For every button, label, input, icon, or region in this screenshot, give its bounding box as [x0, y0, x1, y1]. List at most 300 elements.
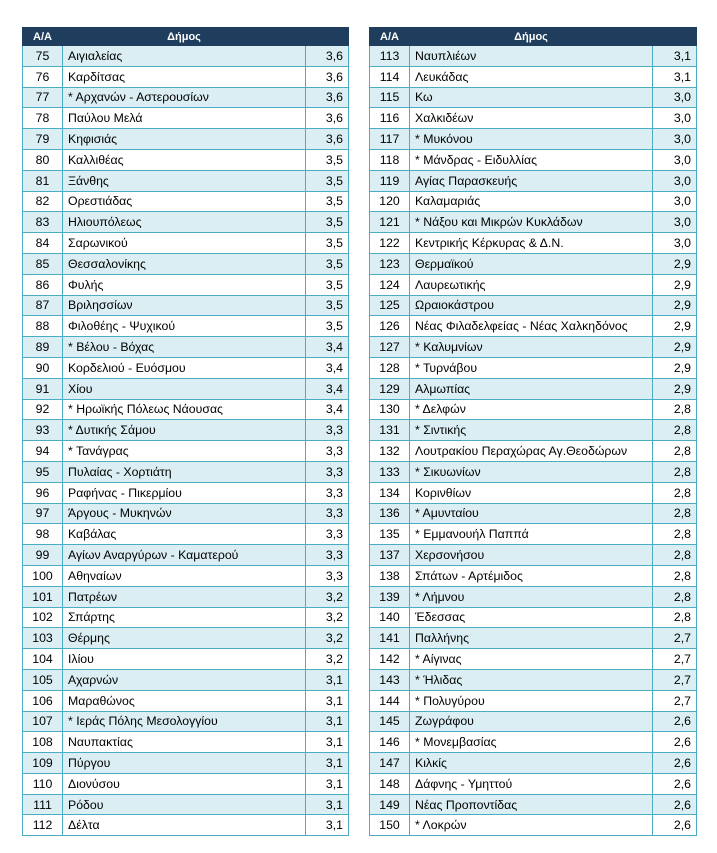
table-row — [23, 149, 349, 170]
table-row — [23, 441, 349, 462]
municipality-cell: * Ηρωϊκής Πόλεως Νάουσας — [63, 399, 306, 420]
header-municipality: Δήμος — [63, 28, 306, 46]
value-cell: 3,1 — [306, 753, 349, 774]
value-cell: 3,6 — [306, 87, 349, 108]
municipality-cell: Αγίας Παρασκευής — [410, 170, 653, 191]
rank-cell: 144 — [370, 690, 410, 711]
table-row — [370, 503, 697, 524]
municipality-cell: * Σιντικής — [410, 420, 653, 441]
table-row — [23, 545, 349, 566]
municipality-cell: Παύλου Μελά — [63, 108, 306, 129]
value-cell: 2,8 — [653, 524, 697, 545]
municipality-cell: Χίου — [63, 378, 306, 399]
table-row — [23, 628, 349, 649]
value-cell: 2,8 — [653, 503, 697, 524]
table-row — [370, 690, 697, 711]
rank-cell: 112 — [23, 815, 63, 836]
value-cell: 2,9 — [653, 316, 697, 337]
rank-cell: 126 — [370, 316, 410, 337]
rank-cell: 101 — [23, 586, 63, 607]
value-cell: 3,3 — [306, 461, 349, 482]
value-cell: 3,3 — [306, 482, 349, 503]
rank-cell: 143 — [370, 669, 410, 690]
municipality-cell: * Σικυωνίων — [410, 461, 653, 482]
rank-cell: 83 — [23, 212, 63, 233]
table-row — [370, 711, 697, 732]
value-cell: 3,3 — [306, 420, 349, 441]
value-cell: 2,9 — [653, 295, 697, 316]
municipality-cell: Θερμαϊκού — [410, 253, 653, 274]
municipality-cell: Ναυπλιέων — [410, 46, 653, 67]
table-row — [23, 794, 349, 815]
value-cell: 3,4 — [306, 357, 349, 378]
municipality-cell: Άργους - Μυκηνών — [63, 503, 306, 524]
table-row — [23, 815, 349, 836]
rank-cell: 140 — [370, 607, 410, 628]
value-cell: 3,1 — [306, 773, 349, 794]
table-row — [23, 378, 349, 399]
value-cell: 2,6 — [653, 753, 697, 774]
value-cell: 3,5 — [306, 233, 349, 254]
rank-cell: 137 — [370, 545, 410, 566]
value-cell: 3,1 — [306, 711, 349, 732]
value-cell: 3,2 — [306, 628, 349, 649]
table-row — [370, 524, 697, 545]
value-cell: 3,5 — [306, 295, 349, 316]
municipality-cell: Ιλίου — [63, 649, 306, 670]
rank-cell: 104 — [23, 649, 63, 670]
table-row — [23, 420, 349, 441]
value-cell: 3,4 — [306, 378, 349, 399]
municipality-cell: * Πολυγύρου — [410, 690, 653, 711]
municipality-cell: * Λοκρών — [410, 815, 653, 836]
value-cell: 3,2 — [306, 607, 349, 628]
rank-cell: 97 — [23, 503, 63, 524]
table-row — [23, 46, 349, 67]
rank-cell: 147 — [370, 753, 410, 774]
table-row — [370, 46, 697, 67]
table-row — [370, 357, 697, 378]
rank-cell: 131 — [370, 420, 410, 441]
rank-cell: 81 — [23, 170, 63, 191]
value-cell: 2,9 — [653, 357, 697, 378]
table-row — [23, 690, 349, 711]
table-row — [370, 441, 697, 462]
municipality-cell: Αθηναίων — [63, 565, 306, 586]
table-row — [23, 607, 349, 628]
table-row — [370, 253, 697, 274]
rank-cell: 135 — [370, 524, 410, 545]
value-cell: 3,6 — [306, 108, 349, 129]
value-cell: 2,7 — [653, 649, 697, 670]
table-row — [23, 461, 349, 482]
rank-cell: 149 — [370, 794, 410, 815]
value-cell: 3,0 — [653, 233, 697, 254]
rank-cell: 105 — [23, 669, 63, 690]
municipality-cell: Θεσσαλονίκης — [63, 253, 306, 274]
value-cell: 2,6 — [653, 711, 697, 732]
table-row — [23, 66, 349, 87]
table-row — [23, 233, 349, 254]
municipality-cell: * Αρχανών - Αστερουσίων — [63, 87, 306, 108]
value-cell: 3,5 — [306, 253, 349, 274]
value-cell: 3,4 — [306, 337, 349, 358]
rank-cell: 133 — [370, 461, 410, 482]
value-cell: 2,8 — [653, 461, 697, 482]
table-row — [23, 129, 349, 150]
municipality-cell: Αγίων Αναργύρων - Καματερού — [63, 545, 306, 566]
municipality-cell: Αλμωπίας — [410, 378, 653, 399]
rank-cell: 89 — [23, 337, 63, 358]
rank-cell: 124 — [370, 274, 410, 295]
value-cell: 3,5 — [306, 212, 349, 233]
rank-cell: 115 — [370, 87, 410, 108]
value-cell: 3,3 — [306, 503, 349, 524]
rank-cell: 87 — [23, 295, 63, 316]
rank-cell: 111 — [23, 794, 63, 815]
value-cell: 3,6 — [306, 66, 349, 87]
value-cell: 3,1 — [653, 46, 697, 67]
municipality-cell: Φυλής — [63, 274, 306, 295]
rank-cell: 118 — [370, 149, 410, 170]
value-cell: 3,3 — [306, 524, 349, 545]
value-cell: 3,5 — [306, 170, 349, 191]
value-cell: 2,9 — [653, 378, 697, 399]
table-row — [370, 66, 697, 87]
rank-cell: 120 — [370, 191, 410, 212]
table-row — [370, 170, 697, 191]
municipality-cell: * Νάξου και Μικρών Κυκλάδων — [410, 212, 653, 233]
municipality-cell: * Καλυμνίων — [410, 337, 653, 358]
municipality-cell: * Μυκόνου — [410, 129, 653, 150]
table-row — [370, 233, 697, 254]
municipality-cell: Θέρμης — [63, 628, 306, 649]
rank-cell: 78 — [23, 108, 63, 129]
municipality-cell: Κορινθίων — [410, 482, 653, 503]
value-cell: 3,0 — [653, 129, 697, 150]
value-cell: 3,0 — [653, 108, 697, 129]
table-row — [23, 649, 349, 670]
value-cell: 2,6 — [653, 794, 697, 815]
municipality-cell: Χαλκιδέων — [410, 108, 653, 129]
rank-cell: 77 — [23, 87, 63, 108]
table-row — [370, 295, 697, 316]
rank-cell: 80 — [23, 149, 63, 170]
municipality-cell: * Εμμανουήλ Παππά — [410, 524, 653, 545]
value-cell: 3,5 — [306, 191, 349, 212]
rank-cell: 99 — [23, 545, 63, 566]
table-header-row — [370, 28, 697, 46]
rank-cell: 127 — [370, 337, 410, 358]
rank-cell: 79 — [23, 129, 63, 150]
rank-cell: 148 — [370, 773, 410, 794]
municipality-cell: Καλαμαριάς — [410, 191, 653, 212]
table-row — [23, 669, 349, 690]
value-cell: 2,7 — [653, 628, 697, 649]
rank-cell: 76 — [23, 66, 63, 87]
value-cell: 2,6 — [653, 732, 697, 753]
table-row — [23, 191, 349, 212]
value-cell: 3,3 — [306, 545, 349, 566]
value-cell: 3,2 — [306, 649, 349, 670]
municipality-cell: Σπάτων - Αρτέμιδος — [410, 565, 653, 586]
table-row — [370, 378, 697, 399]
table-row — [23, 524, 349, 545]
value-cell: 3,3 — [306, 565, 349, 586]
municipality-cell: * Ήλιδας — [410, 669, 653, 690]
municipality-cell: Βριλησσίων — [63, 295, 306, 316]
table-row — [23, 274, 349, 295]
municipality-cell: * Λήμνου — [410, 586, 653, 607]
rank-cell: 93 — [23, 420, 63, 441]
rank-cell: 109 — [23, 753, 63, 774]
table-row — [23, 357, 349, 378]
table-row — [23, 482, 349, 503]
municipality-cell: Χερσονήσου — [410, 545, 653, 566]
municipality-cell: Λευκάδας — [410, 66, 653, 87]
rank-cell: 110 — [23, 773, 63, 794]
table-row — [370, 420, 697, 441]
value-cell: 2,9 — [653, 274, 697, 295]
table-row — [23, 212, 349, 233]
rank-cell: 136 — [370, 503, 410, 524]
municipality-cell: Σπάρτης — [63, 607, 306, 628]
value-cell: 2,6 — [653, 815, 697, 836]
rank-cell: 88 — [23, 316, 63, 337]
rank-cell: 121 — [370, 212, 410, 233]
header-value — [306, 28, 349, 46]
rank-cell: 98 — [23, 524, 63, 545]
municipality-cell: * Τανάγρας — [63, 441, 306, 462]
municipality-cell: Κηφισιάς — [63, 129, 306, 150]
table-row — [370, 108, 697, 129]
rank-cell: 114 — [370, 66, 410, 87]
municipality-cell: Ηλιουπόλεως — [63, 212, 306, 233]
rank-cell: 91 — [23, 378, 63, 399]
value-cell: 3,1 — [306, 815, 349, 836]
municipality-cell: Λαυρεωτικής — [410, 274, 653, 295]
rank-cell: 142 — [370, 649, 410, 670]
table-row — [370, 149, 697, 170]
municipality-cell: * Ιεράς Πόλης Μεσολογγίου — [63, 711, 306, 732]
value-cell: 3,0 — [653, 170, 697, 191]
rank-cell: 150 — [370, 815, 410, 836]
ranking-table-left — [22, 27, 349, 836]
table-row — [370, 482, 697, 503]
table-row — [23, 732, 349, 753]
rank-cell: 113 — [370, 46, 410, 67]
municipality-cell: Πατρέων — [63, 586, 306, 607]
municipality-cell: * Τυρνάβου — [410, 357, 653, 378]
rank-cell: 85 — [23, 253, 63, 274]
value-cell: 3,0 — [653, 87, 697, 108]
rank-cell: 103 — [23, 628, 63, 649]
value-cell: 3,5 — [306, 149, 349, 170]
header-rank: Α/Α — [370, 28, 410, 46]
rank-cell: 90 — [23, 357, 63, 378]
value-cell: 3,5 — [306, 274, 349, 295]
rank-cell: 130 — [370, 399, 410, 420]
table-row — [370, 815, 697, 836]
rank-cell: 134 — [370, 482, 410, 503]
table-row — [370, 461, 697, 482]
table-row — [23, 295, 349, 316]
table-row — [370, 399, 697, 420]
municipality-cell: Παλλήνης — [410, 628, 653, 649]
rank-cell: 125 — [370, 295, 410, 316]
value-cell: 3,3 — [306, 441, 349, 462]
value-cell: 3,0 — [653, 191, 697, 212]
value-cell: 2,8 — [653, 399, 697, 420]
table-row — [370, 191, 697, 212]
table-row — [23, 399, 349, 420]
value-cell: 3,1 — [653, 66, 697, 87]
value-cell: 3,5 — [306, 316, 349, 337]
municipality-cell: Κω — [410, 87, 653, 108]
table-row — [370, 212, 697, 233]
table-row — [370, 753, 697, 774]
value-cell: 2,9 — [653, 253, 697, 274]
municipality-cell: Μαραθώνος — [63, 690, 306, 711]
municipality-cell: Καρδίτσας — [63, 66, 306, 87]
rank-cell: 107 — [23, 711, 63, 732]
rank-cell: 100 — [23, 565, 63, 586]
municipality-cell: Καβάλας — [63, 524, 306, 545]
municipality-cell: Έδεσσας — [410, 607, 653, 628]
table-row — [23, 316, 349, 337]
table-row — [23, 253, 349, 274]
value-cell: 2,9 — [653, 337, 697, 358]
rank-cell: 129 — [370, 378, 410, 399]
value-cell: 2,8 — [653, 482, 697, 503]
table-row — [23, 773, 349, 794]
municipality-cell: * Αμυνταίου — [410, 503, 653, 524]
table-row — [370, 628, 697, 649]
municipality-cell: * Δυτικής Σάμου — [63, 420, 306, 441]
municipality-cell: Κεντρικής Κέρκυρας & Δ.Ν. — [410, 233, 653, 254]
value-cell: 2,8 — [653, 586, 697, 607]
table-row — [370, 794, 697, 815]
rank-cell: 139 — [370, 586, 410, 607]
table-row — [370, 732, 697, 753]
rank-cell: 92 — [23, 399, 63, 420]
rank-cell: 84 — [23, 233, 63, 254]
header-value — [653, 28, 697, 46]
rank-cell: 145 — [370, 711, 410, 732]
value-cell: 2,8 — [653, 607, 697, 628]
municipality-cell: * Μονεμβασίας — [410, 732, 653, 753]
municipality-cell: Ραφήνας - Πικερμίου — [63, 482, 306, 503]
value-cell: 2,8 — [653, 565, 697, 586]
rank-cell: 102 — [23, 607, 63, 628]
municipality-cell: * Βέλου - Βόχας — [63, 337, 306, 358]
rank-cell: 106 — [23, 690, 63, 711]
municipality-cell: Κορδελιού - Ευόσμου — [63, 357, 306, 378]
value-cell: 3,2 — [306, 586, 349, 607]
table-row — [370, 607, 697, 628]
rank-cell: 96 — [23, 482, 63, 503]
ranking-table-right — [369, 27, 697, 836]
rank-cell: 128 — [370, 357, 410, 378]
rank-cell: 95 — [23, 461, 63, 482]
municipality-cell: Σαρωνικού — [63, 233, 306, 254]
municipality-cell: Ορεστιάδας — [63, 191, 306, 212]
rank-cell: 146 — [370, 732, 410, 753]
municipality-cell: * Μάνδρας - Ειδυλλίας — [410, 149, 653, 170]
header-rank: Α/Α — [23, 28, 63, 46]
value-cell: 3,6 — [306, 46, 349, 67]
rank-cell: 122 — [370, 233, 410, 254]
table-row — [23, 337, 349, 358]
table-row — [23, 503, 349, 524]
municipality-cell: * Δελφών — [410, 399, 653, 420]
table-row — [370, 773, 697, 794]
municipality-cell: Ζωγράφου — [410, 711, 653, 732]
value-cell: 3,1 — [306, 794, 349, 815]
table-row — [370, 649, 697, 670]
municipality-cell: Ναυπακτίας — [63, 732, 306, 753]
table-row — [23, 565, 349, 586]
value-cell: 3,1 — [306, 732, 349, 753]
table-row — [23, 170, 349, 191]
value-cell: 3,0 — [653, 149, 697, 170]
value-cell: 2,7 — [653, 669, 697, 690]
municipality-cell: Ωραιοκάστρου — [410, 295, 653, 316]
municipality-cell: Λουτρακίου Περαχώρας Αγ.Θεοδώρων — [410, 441, 653, 462]
municipality-cell: Ρόδου — [63, 794, 306, 815]
header-municipality: Δήμος — [410, 28, 653, 46]
municipality-cell: Κιλκίς — [410, 753, 653, 774]
rank-cell: 141 — [370, 628, 410, 649]
municipality-cell: * Αίγινας — [410, 649, 653, 670]
table-row — [23, 87, 349, 108]
rank-cell: 94 — [23, 441, 63, 462]
table-row — [370, 669, 697, 690]
municipality-cell: Πυλαίας - Χορτιάτη — [63, 461, 306, 482]
value-cell: 2,8 — [653, 545, 697, 566]
rank-cell: 116 — [370, 108, 410, 129]
municipality-cell: Πύργου — [63, 753, 306, 774]
rank-cell: 138 — [370, 565, 410, 586]
table-row — [23, 753, 349, 774]
table-row — [23, 108, 349, 129]
table-row — [370, 129, 697, 150]
rank-cell: 119 — [370, 170, 410, 191]
rank-cell: 75 — [23, 46, 63, 67]
rank-cell: 132 — [370, 441, 410, 462]
table-row — [370, 565, 697, 586]
municipality-cell: Νέας Φιλαδελφείας - Νέας Χαλκηδόνος — [410, 316, 653, 337]
rank-cell: 117 — [370, 129, 410, 150]
municipality-cell: Αχαρνών — [63, 669, 306, 690]
value-cell: 3,6 — [306, 129, 349, 150]
municipality-cell: Καλλιθέας — [63, 149, 306, 170]
table-header-row — [23, 28, 349, 46]
value-cell: 3,1 — [306, 690, 349, 711]
value-cell: 2,8 — [653, 441, 697, 462]
value-cell: 2,6 — [653, 773, 697, 794]
rank-cell: 108 — [23, 732, 63, 753]
rank-cell: 86 — [23, 274, 63, 295]
table-row — [370, 316, 697, 337]
value-cell: 2,7 — [653, 690, 697, 711]
municipality-cell: Διονύσου — [63, 773, 306, 794]
municipality-cell: Νέας Προποντίδας — [410, 794, 653, 815]
table-row — [370, 337, 697, 358]
table-row — [23, 711, 349, 732]
table-row — [370, 545, 697, 566]
value-cell: 2,8 — [653, 420, 697, 441]
